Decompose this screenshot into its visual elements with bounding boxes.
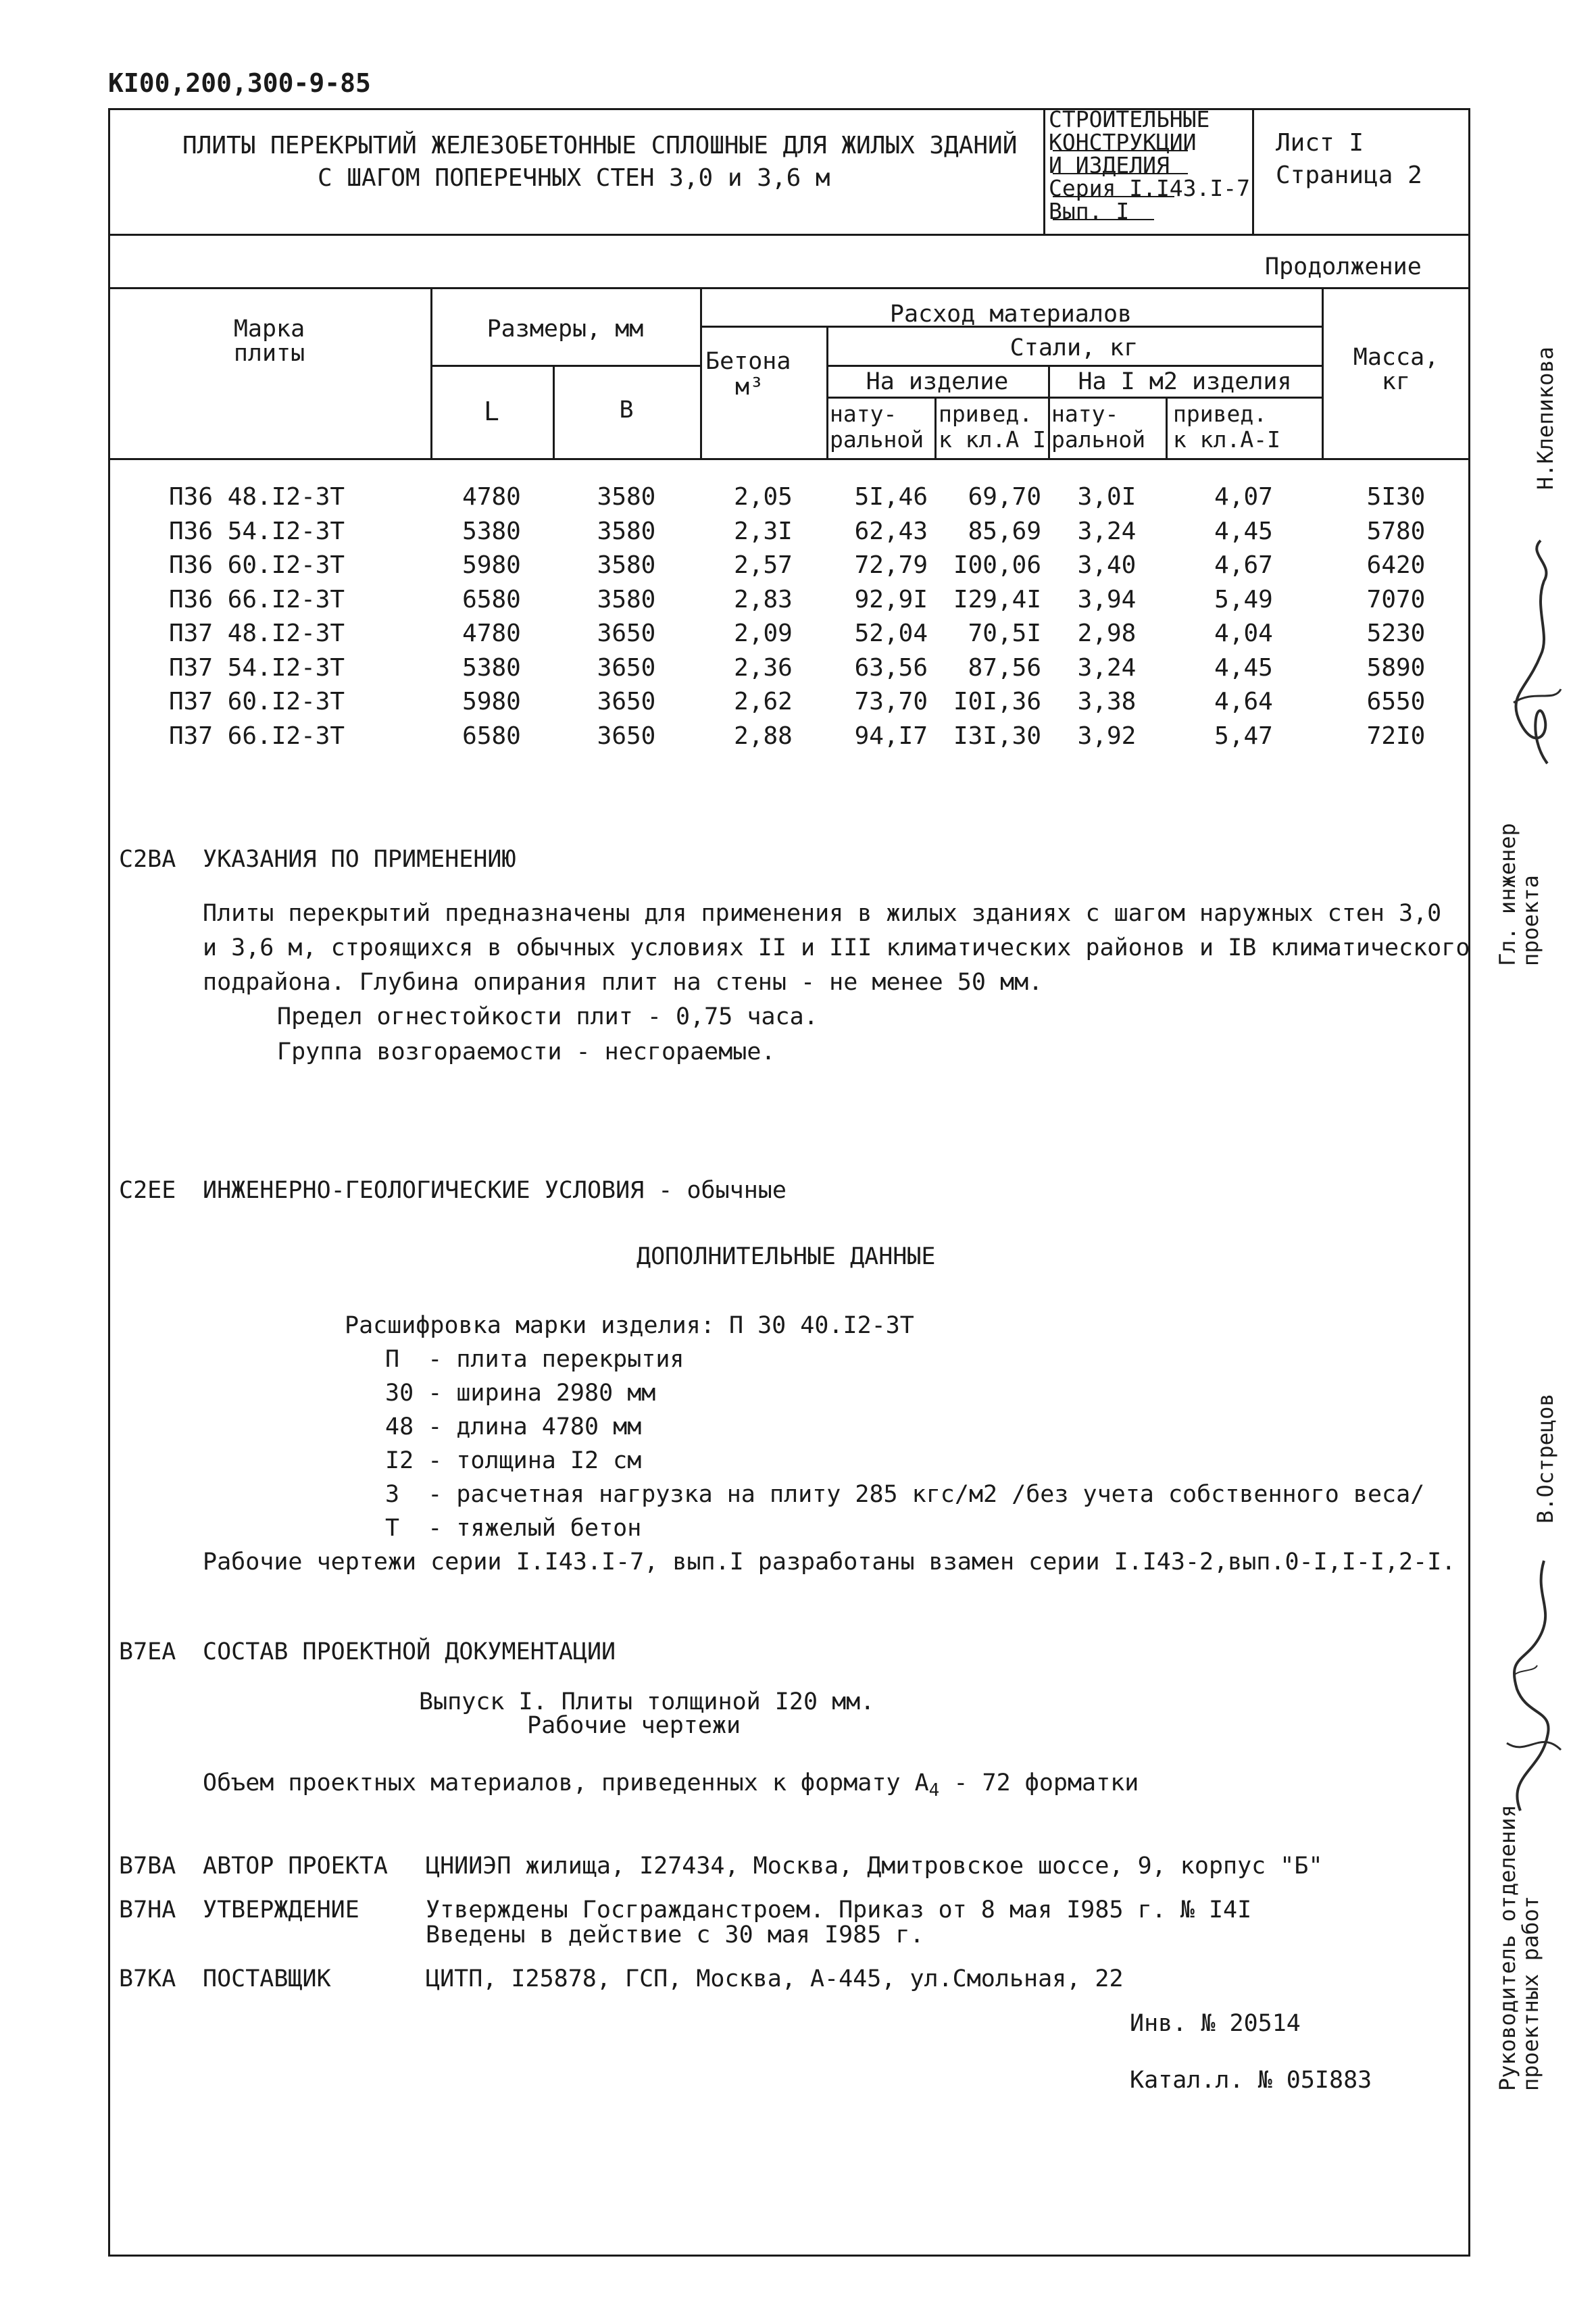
- cell-m2-reduced: 4,04: [1214, 620, 1273, 647]
- usage-line-1: Плиты перекрытий предназначены для применения в жилых зданиях с шагом наружных стен 3,0: [203, 900, 1442, 927]
- document-code: КI00,200,300-9-85: [108, 68, 371, 98]
- usage-line-2: и 3,6 м, строящихся в обычных условиях II и III климатических районов и IВ климатического: [203, 934, 1470, 961]
- approval-value-2: Введены в действие с 30 мая I985 г.: [426, 1921, 924, 1948]
- header-mark-1: Марка: [233, 316, 305, 343]
- decode-item-4: I2 - толщина I2 см: [385, 1447, 642, 1474]
- grid-v-mark: [430, 287, 432, 458]
- catalog-number: Катал.л. № 05I883: [1130, 2067, 1372, 2094]
- cell-concrete: 2,83: [734, 585, 793, 613]
- category-line-3: И ИЗДЕЛИЯ: [1049, 152, 1170, 178]
- decode-item-3: 48 - длина 4780 мм: [385, 1413, 642, 1440]
- header-natural-2a: нату-: [1051, 401, 1119, 427]
- cell-length: 5380: [462, 653, 521, 682]
- inventory-number: Инв. № 20514: [1130, 2010, 1301, 2037]
- grid-h-header-bottom: [108, 458, 1470, 460]
- cell-length: 4780: [462, 483, 521, 511]
- header-natural-1b: ральной: [830, 426, 924, 453]
- approval-label: УТВЕРЖДЕНИЕ: [203, 1896, 359, 1923]
- decode-item-1: П - плита перекрытия: [385, 1346, 684, 1373]
- usage-fire: Предел огнестойкости плит - 0,75 часа.: [277, 1003, 818, 1030]
- cell-length: 4780: [462, 620, 521, 647]
- cell-concrete: 2,36: [734, 653, 793, 682]
- issue-line-2: Рабочие чертежи: [527, 1712, 741, 1739]
- cell-steel-reduced: I3I,30: [953, 722, 1041, 750]
- cell-steel-reduced: I29,4I: [953, 585, 1041, 613]
- cell-m2-natural: 3,38: [1077, 688, 1137, 715]
- category-underline-4: [1053, 219, 1154, 220]
- header-concrete-2: м³: [735, 374, 764, 401]
- header-materials: Расход материалов: [889, 301, 1132, 328]
- cell-steel-natural: 73,70: [854, 688, 928, 715]
- volume-suffix: - 72 форматки: [953, 1769, 1139, 1796]
- header-divider-2: [1252, 108, 1254, 234]
- author-code: В7ВА: [119, 1853, 176, 1880]
- sheet-number: Лист I: [1276, 129, 1364, 157]
- cell-length: 5380: [462, 517, 521, 545]
- category-line-4: Серия I.I43.I-7: [1049, 175, 1251, 201]
- approval-value-1: Утверждены Госгражданстроем. Приказ от 8 мая I985 г. № I4I: [426, 1896, 1252, 1923]
- cell-width: 3650: [597, 620, 656, 647]
- supplier-label: ПОСТАВЩИК: [203, 1965, 331, 1992]
- usage-flammability: Группа возгораемости - несгораемые.: [277, 1038, 776, 1065]
- grid-h-peritem: [826, 397, 1322, 399]
- cell-steel-natural: 72,79: [854, 551, 928, 579]
- volume-subscript: 4: [928, 1780, 940, 1801]
- cell-mark: П37 60.I2-3Т: [169, 688, 345, 715]
- cell-m2-reduced: 4,67: [1214, 551, 1273, 579]
- margin-role-1-line-2: проекта: [1518, 875, 1543, 966]
- cell-steel-natural: 5I,46: [854, 483, 928, 511]
- header-divider-1: [1043, 108, 1045, 234]
- supplier-code: В7КА: [119, 1965, 176, 1992]
- page-number: Страница 2: [1276, 161, 1422, 189]
- margin-name-2: В.Острецов: [1532, 1393, 1558, 1524]
- cell-mass: 7070: [1366, 585, 1426, 613]
- margin-role-2-line-1: Руководитель отделения: [1495, 1805, 1520, 2091]
- grid-h-size: [430, 365, 700, 367]
- cell-m2-natural: 3,24: [1077, 517, 1137, 545]
- header-bottom-line: [108, 234, 1470, 236]
- cell-width: 3580: [597, 483, 656, 511]
- cell-mass: 6550: [1366, 688, 1426, 715]
- cell-length: 5980: [462, 688, 521, 715]
- issue-line-1: Выпуск I. Плиты толщиной I20 мм.: [419, 1688, 875, 1715]
- header-concrete-1: Бетона: [705, 348, 791, 375]
- header-reduced-m2-b: к кл.А-I: [1173, 426, 1280, 453]
- cell-width: 3580: [597, 517, 656, 545]
- cell-steel-natural: 52,04: [854, 620, 928, 647]
- cell-concrete: 2,62: [734, 688, 793, 715]
- volume-line: [203, 1771, 1139, 1799]
- grid-h-steel: [826, 365, 1322, 367]
- volume-prefix: Объем проектных материалов, приведенных к формату А: [203, 1769, 929, 1796]
- header-reduced-item-a: привед.: [939, 401, 1033, 427]
- cell-width: 3650: [597, 688, 656, 715]
- title-line-2: С ШАГОМ ПОПЕРЕЧНЫХ СТЕН 3,0 и 3,6 м: [318, 164, 830, 192]
- cell-steel-reduced: 87,56: [968, 653, 1041, 682]
- cell-mass: 5780: [1366, 517, 1426, 545]
- margin-name-1: Н.Клепикова: [1532, 347, 1558, 490]
- header-materials-underline: [885, 326, 1125, 327]
- author-value: ЦНИИЭП жилища, I27434, Москва, Дмитровское шоссе, 9, корпус "Б": [426, 1853, 1323, 1880]
- signature-1-icon: [1487, 534, 1581, 777]
- decode-title: Расшифровка марки изделия: П 30 40.I2-3Т: [345, 1312, 914, 1339]
- cell-steel-natural: 94,I7: [854, 722, 928, 750]
- header-mass-1: Масса,: [1353, 344, 1439, 371]
- header-natural-1a: нату-: [830, 401, 897, 427]
- header-reduced-m2-a: привед.: [1173, 401, 1268, 427]
- documentation-code: В7ЕА: [119, 1638, 176, 1665]
- geology-code: С2ЕЕ: [119, 1177, 176, 1204]
- cell-steel-natural: 63,56: [854, 653, 928, 682]
- usage-code: С2ВА: [119, 846, 176, 873]
- cell-mark: П36 48.I2-3Т: [169, 483, 345, 511]
- cell-steel-natural: 92,9I: [854, 585, 928, 613]
- header-steel: Стали, кг: [1009, 334, 1139, 361]
- cell-m2-reduced: 5,49: [1214, 585, 1273, 613]
- header-per-item: На изделие: [866, 368, 1009, 395]
- cell-steel-reduced: 85,69: [968, 517, 1041, 545]
- geology-text: ИНЖЕНЕРНО-ГЕОЛОГИЧЕСКИЕ УСЛОВИЯ - обычные: [203, 1177, 787, 1204]
- cell-steel-natural: 62,43: [854, 517, 928, 545]
- cell-concrete: 2,57: [734, 551, 793, 579]
- cell-concrete: 2,88: [734, 722, 793, 750]
- cell-m2-reduced: 4,45: [1214, 653, 1273, 682]
- cell-m2-reduced: 5,47: [1214, 722, 1273, 750]
- replacement-note: Рабочие чертежи серии I.I43.I-7, вып.I разработаны взамен серии I.I43-2,вып.0-I,I-I,2-I.: [203, 1549, 1456, 1576]
- cell-m2-natural: 3,94: [1077, 585, 1137, 613]
- cell-width: 3650: [597, 722, 656, 750]
- cell-m2-natural: 2,98: [1077, 620, 1137, 647]
- cell-width: 3650: [597, 653, 656, 682]
- category-line-2: КОНСТРУКЦИИ: [1049, 129, 1197, 155]
- cell-steel-reduced: 69,70: [968, 483, 1041, 511]
- header-B: B: [619, 397, 634, 424]
- title-line-1: ПЛИТЫ ПЕРЕКРЫТИЙ ЖЕЛЕЗОБЕТОННЫЕ СПЛОШНЫЕ ДЛЯ ЖИЛЫХ ЗДАНИЙ: [182, 132, 1018, 159]
- approval-code: В7НА: [119, 1896, 176, 1923]
- header-reduced-item-b: к кл.А I: [939, 426, 1046, 453]
- cell-m2-natural: 3,92: [1077, 722, 1137, 750]
- cell-steel-reduced: I0I,36: [953, 688, 1041, 715]
- cell-mass: 72I0: [1366, 722, 1426, 750]
- cell-width: 3580: [597, 585, 656, 613]
- decode-item-6: Т - тяжелый бетон: [385, 1515, 642, 1542]
- decode-item-2: 30 - ширина 2980 мм: [385, 1380, 656, 1407]
- category-underline-1: [1053, 150, 1188, 151]
- decode-item-5: 3 - расчетная нагрузка на плиту 285 кгс/м2 /без учета собственного веса/: [385, 1481, 1425, 1508]
- cell-m2-natural: 3,40: [1077, 551, 1137, 579]
- category-line-1: СТРОИТЕЛЬНЫЕ: [1049, 106, 1210, 132]
- continuation-label: Продолжение: [1265, 253, 1422, 280]
- cell-mass: 5230: [1366, 620, 1426, 647]
- cell-mark: П36 54.I2-3Т: [169, 517, 345, 545]
- cell-mark: П37 54.I2-3Т: [169, 653, 345, 682]
- cell-m2-reduced: 4,64: [1214, 688, 1273, 715]
- cell-mark: П37 48.I2-3Т: [169, 620, 345, 647]
- cell-length: 6580: [462, 585, 521, 613]
- documentation-title: СОСТАВ ПРОЕКТНОЙ ДОКУМЕНТАЦИИ: [203, 1638, 616, 1665]
- cell-concrete: 2,3I: [734, 517, 793, 545]
- category-underline-3: [1053, 196, 1174, 197]
- header-natural-2b: ральной: [1051, 426, 1146, 453]
- cell-mark: П37 66.I2-3Т: [169, 722, 345, 750]
- grid-v-nat2: [1166, 397, 1168, 458]
- margin-role-2-line-2: проектных работ: [1518, 1896, 1543, 2091]
- cell-mass: 5890: [1366, 653, 1426, 682]
- supplier-value: ЦИТП, I25878, ГСП, Москва, А-445, ул.Смольная, 22: [426, 1965, 1124, 1992]
- cell-length: 5980: [462, 551, 521, 579]
- cell-mark: П36 60.I2-3Т: [169, 551, 345, 579]
- cell-steel-reduced: I00,06: [953, 551, 1041, 579]
- cell-mass: 6420: [1366, 551, 1426, 579]
- header-mark-2: плиты: [233, 340, 305, 367]
- cell-m2-reduced: 4,07: [1214, 483, 1273, 511]
- signature-2-icon: [1480, 1554, 1581, 1838]
- cell-mark: П36 66.I2-3Т: [169, 585, 345, 613]
- author-label: АВТОР ПРОЕКТА: [203, 1853, 388, 1880]
- header-L: L: [484, 397, 499, 426]
- header-per-m2: На I м2 изделия: [1078, 368, 1292, 395]
- header-mass-2: кг: [1381, 368, 1411, 395]
- grid-v-nat1: [934, 397, 937, 458]
- cell-width: 3580: [597, 551, 656, 579]
- additional-title: ДОПОЛНИТЕЛЬНЫЕ ДАННЫЕ: [637, 1243, 936, 1270]
- cell-mass: 5I30: [1366, 483, 1426, 511]
- category-underline-2: [1053, 173, 1188, 174]
- cell-steel-reduced: 70,5I: [968, 620, 1041, 647]
- cell-m2-natural: 3,24: [1077, 653, 1137, 682]
- header-dimensions: Размеры, мм: [487, 316, 644, 343]
- cell-m2-natural: 3,0I: [1077, 483, 1137, 511]
- cell-m2-reduced: 4,45: [1214, 517, 1273, 545]
- cell-concrete: 2,09: [734, 620, 793, 647]
- usage-line-3: подрайона. Глубина опирания плит на стены - не менее 50 мм.: [203, 969, 1043, 996]
- cell-concrete: 2,05: [734, 483, 793, 511]
- margin-role-1-line-1: Гл. инженер: [1495, 823, 1520, 966]
- table-top-line: [108, 287, 1470, 289]
- category-line-5: Вып. I: [1049, 198, 1130, 224]
- usage-title: УКАЗАНИЯ ПО ПРИМЕНЕНИЮ: [203, 846, 516, 873]
- cell-length: 6580: [462, 722, 521, 750]
